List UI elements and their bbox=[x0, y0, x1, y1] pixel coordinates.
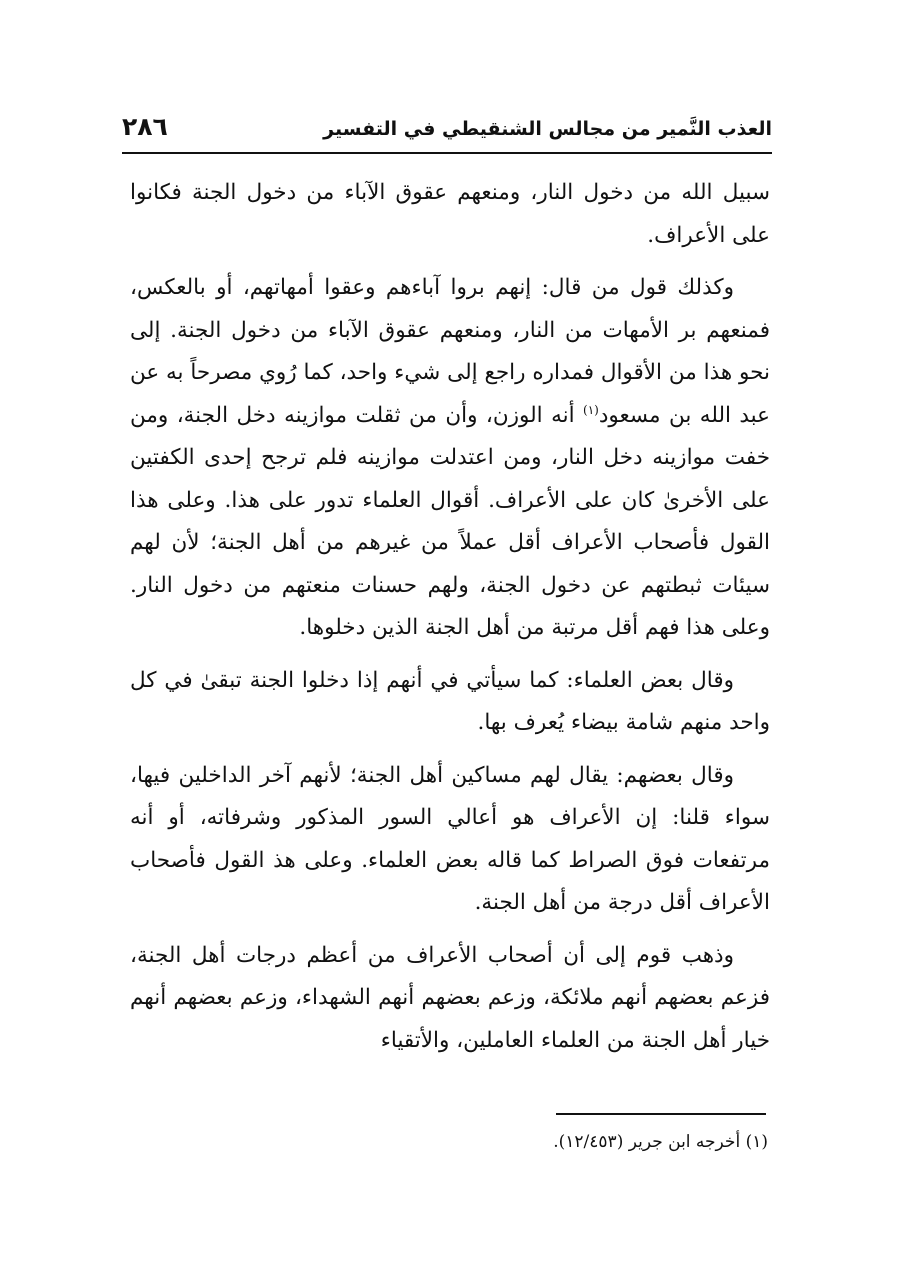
footnote-marker: (١) bbox=[745, 1132, 768, 1152]
paragraph-4: وقال بعضهم: يقال لهم مساكين أهل الجنة؛ لأنهم آخر الداخلين فيها، سواء قلنا: إن الأعراف هو أعالي السور المذكور وشرفاته، أو أنه مرتفعات فوق الصراط كما قاله بعض العلماء. وعلى هذ القول فأصحاب الأعراف أقل درجة من أهل الجنة. bbox=[130, 762, 770, 915]
running-header bbox=[122, 112, 772, 150]
footnote-text: أخرجه ابن جرير (١٢/٤٥٣). bbox=[553, 1132, 741, 1152]
body-text bbox=[130, 172, 770, 1062]
page-number: ٢٨٦ bbox=[122, 112, 168, 141]
footnote bbox=[430, 1128, 768, 1156]
paragraph-3: وقال بعض العلماء: كما سيأتي في أنهم إذا دخلوا الجنة تبقىٰ في كل واحد منهم شامة بيضاء يُعرف بها. bbox=[130, 667, 770, 735]
paragraph-5: وذهب قوم إلى أن أصحاب الأعراف من أعظم درجات أهل الجنة، فزعم بعضهم أنهم ملائكة، وزعم بعضهم أنهم الشهداء، وزعم بعضهم أنهم خيار أهل الجنة من العلماء العاملين، والأتقياء bbox=[130, 942, 770, 1053]
running-title: العذب النَّمير من مجالس الشنقيطي في التفسير bbox=[323, 118, 772, 140]
header-rule bbox=[122, 152, 772, 154]
paragraph-2-continuation: أنه الوزن، وأن من ثقلت موازينه دخل الجنة، ومن خفت موازينه دخل النار، ومن اعتدلت موازينه فلم ترجح إحدى الكفتين على الأخرىٰ كان على الأعراف. أقوال العلماء تدور على هذا. وعلى هذا القول فأصحاب الأعراف أقل عملاً من غيرهم من أهل الجنة؛ لأن لهم سيئات ثبطتهم عن دخول الجنة، ولهم حسنات منعتهم من دخول النار. وعلى هذا فهم أقل مرتبة من أهل الجنة الذين دخلوها. bbox=[130, 402, 770, 640]
footnote-rule bbox=[556, 1113, 766, 1115]
footnote-reference[interactable]: (١) bbox=[583, 402, 599, 417]
paragraph-1: سبيل الله من دخول النار، ومنعهم عقوق الآباء من دخول الجنة فكانوا على الأعراف. bbox=[130, 180, 770, 248]
paragraph-2 bbox=[130, 267, 770, 650]
paragraph-2-text: وكذلك قول من قال: إنهم بروا آباءهم وعقوا أمهاتهم، أو بالعكس، فمنعهم بر الأمهات من النار، ومنعهم عقوق الآباء من دخول الجنة. إلى نحو هذا من الأقوال فمداره راجع إلى شيء واحد، كما رُوي مصرحاً به عن عبد الله بن مسعود bbox=[130, 275, 770, 428]
